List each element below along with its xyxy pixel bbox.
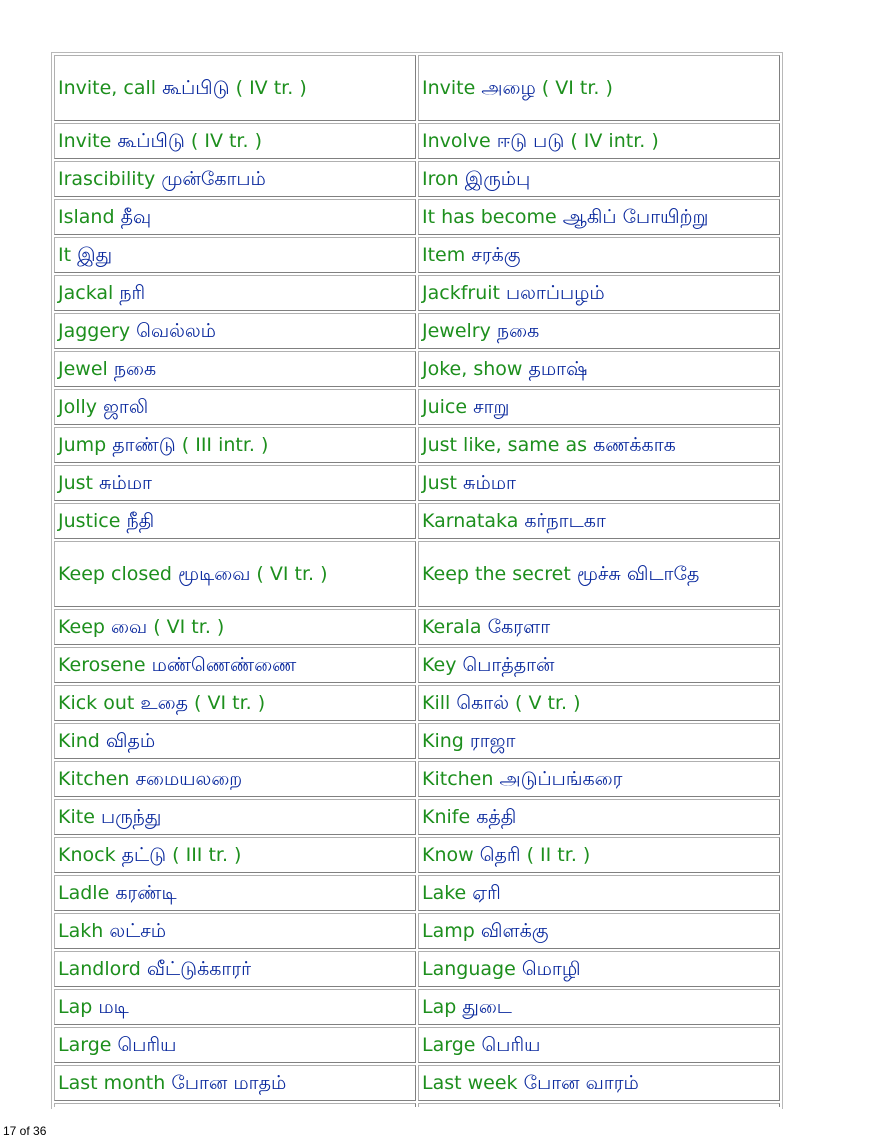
tamil-word: பலாப்பழம் xyxy=(506,282,605,304)
entry-cut-off xyxy=(54,1103,416,1107)
entry-left xyxy=(54,161,416,197)
entry-left xyxy=(54,427,416,463)
english-word: Jackfruit xyxy=(422,282,500,304)
tamil-word: துடை xyxy=(462,996,512,1018)
tamil-word: உதை xyxy=(140,692,188,714)
grammar-note: ( III tr. ) xyxy=(172,844,242,866)
tamil-word: மூச்சு விடாதே xyxy=(576,563,700,585)
tamil-word: தெரி xyxy=(479,844,521,866)
english-word: Invite xyxy=(58,130,112,152)
english-word: Lap xyxy=(422,996,457,1018)
entry-right xyxy=(418,989,780,1025)
english-word: Key xyxy=(422,654,457,676)
english-word: Keep xyxy=(58,616,105,638)
english-word: Kill xyxy=(422,692,451,714)
entry-left xyxy=(54,1065,416,1101)
english-word: Jackal xyxy=(58,282,114,304)
entry-right xyxy=(418,161,780,197)
english-word: Joke, show xyxy=(422,358,523,380)
table-row xyxy=(54,913,780,949)
entry-right xyxy=(418,541,780,607)
tamil-word: பொத்தான் xyxy=(462,654,555,676)
entry-right xyxy=(418,389,780,425)
tamil-word: வெல்லம் xyxy=(136,320,216,342)
entry-right xyxy=(418,761,780,797)
entry-right xyxy=(418,837,780,873)
english-word: Language xyxy=(422,958,516,980)
tamil-word: கூப்பிடு xyxy=(117,130,185,152)
entry-left xyxy=(54,541,416,607)
table-row xyxy=(54,837,780,873)
english-word: Jaggery xyxy=(58,320,131,342)
entry-right xyxy=(418,875,780,911)
table-row xyxy=(54,1027,780,1063)
entry-right xyxy=(418,465,780,501)
entry-left xyxy=(54,351,416,387)
tamil-word: ஆகிப் போயிற்று xyxy=(562,206,709,228)
tamil-word: நகை xyxy=(496,320,540,342)
english-word: Last week xyxy=(422,1072,518,1094)
tamil-word: தீவு xyxy=(120,206,152,228)
english-word: Know xyxy=(422,844,474,866)
table-row xyxy=(54,351,780,387)
tamil-word: சமையலறை xyxy=(135,768,243,790)
english-word: Juice xyxy=(422,396,468,418)
table-row xyxy=(54,503,780,539)
tamil-word: கரண்டி xyxy=(115,882,177,904)
tamil-word: வை xyxy=(111,616,148,638)
tamil-word: இரும்பு xyxy=(464,168,531,190)
entry-left xyxy=(54,951,416,987)
table-row xyxy=(54,123,780,159)
entry-right xyxy=(418,723,780,759)
tamil-word: இது xyxy=(77,244,113,266)
entry-right xyxy=(418,1027,780,1063)
english-word: Ladle xyxy=(58,882,110,904)
english-word: Kerala xyxy=(422,616,482,638)
tamil-word: சரக்கு xyxy=(471,244,521,266)
entry-right xyxy=(418,55,780,121)
entry-left xyxy=(54,989,416,1025)
tamil-word: மடி xyxy=(98,996,129,1018)
tamil-word: சாறு xyxy=(473,396,510,418)
table-row xyxy=(54,161,780,197)
entry-right xyxy=(418,503,780,539)
entry-left xyxy=(54,389,416,425)
table-row xyxy=(54,723,780,759)
table-row xyxy=(54,541,780,607)
tamil-word: முன்கோபம் xyxy=(161,168,266,190)
english-word: Jewel xyxy=(58,358,108,380)
english-word: Kick out xyxy=(58,692,135,714)
entry-left xyxy=(54,55,416,121)
entry-right xyxy=(418,799,780,835)
grammar-note: ( II tr. ) xyxy=(526,844,591,866)
tamil-word: மூடிவை xyxy=(178,563,251,585)
english-word: Jewelry xyxy=(422,320,491,342)
tamil-word: மண்ணெண்ணை xyxy=(151,654,297,676)
tamil-word: கர்நாடகா xyxy=(524,510,606,532)
entry-right xyxy=(418,237,780,273)
table-row xyxy=(54,427,780,463)
entry-left xyxy=(54,647,416,683)
tamil-word: ராஜா xyxy=(469,730,516,752)
grammar-note: ( IV tr. ) xyxy=(235,77,307,99)
vocabulary-table xyxy=(51,52,783,1109)
english-word: Last month xyxy=(58,1072,166,1094)
entry-left xyxy=(54,313,416,349)
table-row xyxy=(54,313,780,349)
english-word: Just like, same as xyxy=(422,434,588,456)
entry-left xyxy=(54,1027,416,1063)
vocabulary-table-body xyxy=(54,55,780,1107)
table-row xyxy=(54,951,780,987)
english-word: Kite xyxy=(58,806,95,828)
english-word: Lamp xyxy=(422,920,475,942)
entry-left xyxy=(54,761,416,797)
tamil-word: விதம் xyxy=(105,730,156,752)
tamil-word: நகை xyxy=(113,358,157,380)
tamil-word: கொல் xyxy=(456,692,509,714)
english-word: Landlord xyxy=(58,958,141,980)
tamil-word: விளக்கு xyxy=(480,920,549,942)
tamil-word: போன வாரம் xyxy=(523,1072,639,1094)
entry-left xyxy=(54,123,416,159)
entry-right xyxy=(418,951,780,987)
english-word: Involve xyxy=(422,130,491,152)
tamil-word: கணக்காக xyxy=(593,434,676,456)
entry-left xyxy=(54,723,416,759)
english-word: Jolly xyxy=(58,396,98,418)
english-word: Keep closed xyxy=(58,563,172,585)
grammar-note: ( VI tr. ) xyxy=(153,616,225,638)
entry-right xyxy=(418,427,780,463)
english-word: Knife xyxy=(422,806,471,828)
table-row xyxy=(54,647,780,683)
tamil-word: அடுப்பங்கரை xyxy=(499,768,623,790)
table-row xyxy=(54,685,780,721)
english-word: Lake xyxy=(422,882,467,904)
english-word: Just xyxy=(58,472,93,494)
english-word: Large xyxy=(422,1034,476,1056)
entry-right xyxy=(418,1065,780,1101)
tamil-word: வீட்டுக்காரர் xyxy=(146,958,252,980)
entry-left xyxy=(54,609,416,645)
tamil-word: லட்சம் xyxy=(109,920,167,942)
grammar-note: ( VI tr. ) xyxy=(256,563,328,585)
english-word: Kind xyxy=(58,730,100,752)
table-row xyxy=(54,761,780,797)
entry-right xyxy=(418,913,780,949)
english-word: Knock xyxy=(58,844,116,866)
entry-cut-off xyxy=(418,1103,780,1107)
tamil-word: தாண்டு xyxy=(112,434,176,456)
tamil-word: ஜாலி xyxy=(103,396,149,418)
entry-right xyxy=(418,351,780,387)
table-row xyxy=(54,199,780,235)
english-word: Justice xyxy=(58,510,121,532)
entry-right xyxy=(418,123,780,159)
table-row xyxy=(54,1065,780,1101)
tamil-word: பருந்து xyxy=(100,806,162,828)
table-row xyxy=(54,465,780,501)
english-word: Iron xyxy=(422,168,459,190)
table-row xyxy=(54,875,780,911)
table-row xyxy=(54,389,780,425)
english-word: Keep the secret xyxy=(422,563,571,585)
english-word: Lakh xyxy=(58,920,104,942)
english-word: It xyxy=(58,244,72,266)
table-row xyxy=(54,237,780,273)
english-word: Lap xyxy=(58,996,93,1018)
entry-left xyxy=(54,913,416,949)
entry-left xyxy=(54,465,416,501)
entry-left xyxy=(54,199,416,235)
grammar-note: ( III intr. ) xyxy=(181,434,269,456)
tamil-word: சும்மா xyxy=(99,472,152,494)
entry-right xyxy=(418,609,780,645)
english-word: Just xyxy=(422,472,457,494)
table-row xyxy=(54,989,780,1025)
table-row xyxy=(54,275,780,311)
english-word: Item xyxy=(422,244,466,266)
entry-right xyxy=(418,199,780,235)
entry-left xyxy=(54,837,416,873)
entry-left xyxy=(54,275,416,311)
entry-left xyxy=(54,799,416,835)
tamil-word: ஈடு படு xyxy=(496,130,565,152)
table-row xyxy=(54,609,780,645)
tamil-word: கத்தி xyxy=(476,806,517,828)
tamil-word: நரி xyxy=(119,282,146,304)
grammar-note: ( V tr. ) xyxy=(515,692,581,714)
table-row xyxy=(54,799,780,835)
tamil-word: நீதி xyxy=(126,510,155,532)
tamil-word: தட்டு xyxy=(121,844,167,866)
entry-left xyxy=(54,685,416,721)
english-word: Irascibility xyxy=(58,168,156,190)
entry-right xyxy=(418,275,780,311)
tamil-word: போன மாதம் xyxy=(171,1072,287,1094)
entry-left xyxy=(54,237,416,273)
tamil-word: தமாஷ் xyxy=(528,358,588,380)
entry-right xyxy=(418,647,780,683)
english-word: Invite xyxy=(422,77,476,99)
english-word: Karnataka xyxy=(422,510,519,532)
entry-right xyxy=(418,685,780,721)
grammar-note: ( VI tr. ) xyxy=(194,692,266,714)
english-word: King xyxy=(422,730,464,752)
grammar-note: ( IV intr. ) xyxy=(570,130,659,152)
tamil-word: மொழி xyxy=(521,958,581,980)
english-word: Kerosene xyxy=(58,654,146,676)
tamil-word: சும்மா xyxy=(463,472,516,494)
tamil-word: பெரிய xyxy=(117,1034,177,1056)
english-word: Jump xyxy=(58,434,107,456)
tamil-word: பெரிய xyxy=(481,1034,541,1056)
english-word: Island xyxy=(58,206,115,228)
english-word: Large xyxy=(58,1034,112,1056)
entry-left xyxy=(54,875,416,911)
tamil-word: கூப்பிடு xyxy=(162,77,230,99)
tamil-word: ஏரி xyxy=(472,882,501,904)
entry-left xyxy=(54,503,416,539)
entry-right xyxy=(418,313,780,349)
page-number: 17 of 36 xyxy=(3,1124,47,1138)
table-row xyxy=(54,55,780,121)
grammar-note: ( VI tr. ) xyxy=(541,77,613,99)
table-row-cut-off xyxy=(54,1103,780,1107)
english-word: It has become xyxy=(422,206,557,228)
english-word: Invite, call xyxy=(58,77,157,99)
english-word: Kitchen xyxy=(58,768,130,790)
grammar-note: ( IV tr. ) xyxy=(190,130,262,152)
tamil-word: கேரளா xyxy=(487,616,551,638)
english-word: Kitchen xyxy=(422,768,494,790)
tamil-word: அழை xyxy=(481,77,536,99)
